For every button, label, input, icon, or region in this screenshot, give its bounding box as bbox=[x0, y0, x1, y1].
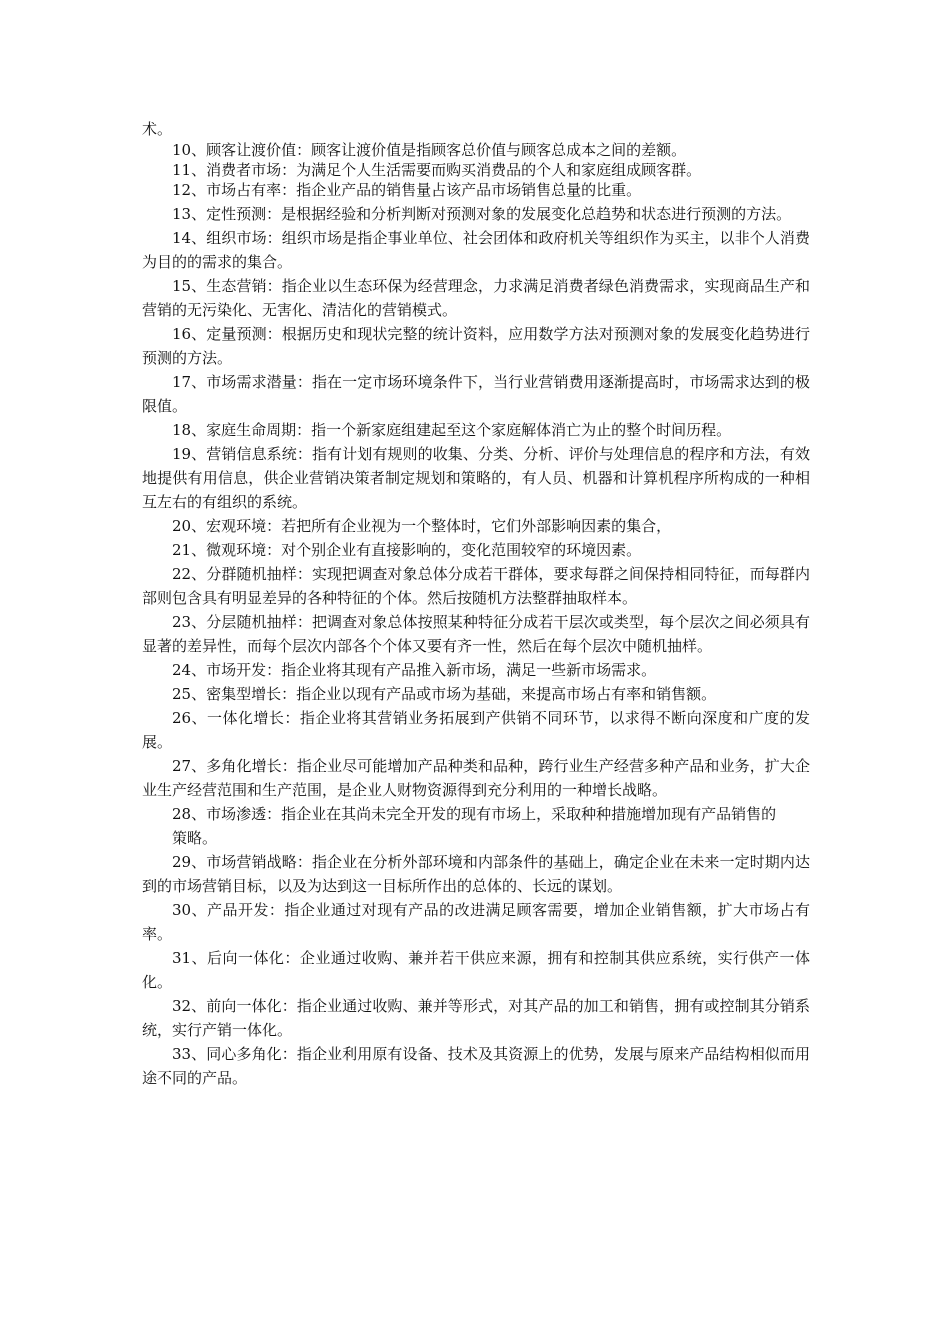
document-body bbox=[142, 119, 810, 1090]
paragraph-29: 29、市场营销战略：指企业在分析外部环境和内部条件的基础上，确定企业在未来一定时期内达到的市场营销目标，以及为达到这一目标所作出的总体的、长远的谋划。 bbox=[142, 853, 810, 895]
paragraph-17: 17、市场需求潜量：指在一定市场环境条件下，当行业营销费用逐渐提高时，市场需求达到的极限值。 bbox=[142, 373, 810, 415]
paragraph-11: 11、消费者市场：为满足个人生活需要而购买消费品的个人和家庭组成顾客群。 bbox=[172, 161, 702, 179]
paragraph-33: 33、同心多角化：指企业利用原有设备、技术及其资源上的优势，发展与原来产品结构相似而用途不同的产品。 bbox=[142, 1045, 810, 1087]
paragraph-32: 32、前向一体化：指企业通过收购、兼并等形式，对其产品的加工和销售，拥有或控制其分销系统，实行产销一体化。 bbox=[142, 997, 810, 1039]
paragraph-14: 14、组织市场：组织市场是指企事业单位、社会团体和政府机关等组织作为买主，以非个人消费为目的的需求的集合。 bbox=[142, 229, 810, 271]
paragraph-27: 27、多角化增长：指企业尽可能增加产品种类和品种，跨行业生产经营多种产品和业务，扩大企业生产经营范围和生产范围，是企业人财物资源得到充分利用的一种增长战略。 bbox=[142, 757, 810, 799]
paragraph-21: 21、微观环境：对个别企业有直接影响的，变化范围较窄的环境因素。 bbox=[172, 541, 642, 559]
paragraph-30: 30、产品开发：指企业通过对现有产品的改进满足顾客需要，增加企业销售额，扩大市场占有率。 bbox=[142, 901, 810, 943]
paragraph-24: 24、市场开发：指企业将其现有产品推入新市场，满足一些新市场需求。 bbox=[172, 661, 657, 679]
paragraph-13: 13、定性预测：是根据经验和分析判断对预测对象的发展变化总趋势和状态进行预测的方法。 bbox=[172, 205, 792, 223]
paragraph-18: 18、家庭生命周期：指一个新家庭组建起至这个家庭解体消亡为止的整个时间历程。 bbox=[172, 421, 732, 439]
paragraph-12: 12、市场占有率：指企业产品的销售量占该产品市场销售总量的比重。 bbox=[172, 181, 642, 199]
paragraph-31: 31、后向一体化：企业通过收购、兼并若干供应来源，拥有和控制其供应系统，实行供产一体化。 bbox=[142, 949, 810, 991]
paragraph-20: 20、宏观环境：若把所有企业视为一个整体时，它们外部影响因素的集合， bbox=[172, 517, 672, 535]
paragraph-25: 25、密集型增长：指企业以现有产品或市场为基础，来提高市场占有率和销售额。 bbox=[172, 685, 717, 703]
paragraph-22: 22、分群随机抽样：实现把调查对象总体分成若干群体，要求每群之间保持相同特征，而每群内部则包含具有明显差异的各种特征的个体。然后按随机方法整群抽取样本。 bbox=[142, 565, 810, 607]
paragraph-10: 10、顾客让渡价值：顾客让渡价值是指顾客总价值与顾客总成本之间的差额。 bbox=[172, 141, 687, 159]
paragraph-28: 28、市场渗透：指企业在其尚未完全开发的现有市场上，采取种种措施增加现有产品销售的 bbox=[172, 805, 777, 823]
paragraph-16: 16、定量预测：根据历史和现状完整的统计资料，应用数学方法对预测对象的发展变化趋势进行预测的方法。 bbox=[142, 325, 810, 367]
paragraph-28-continuation: 策略。 bbox=[172, 829, 218, 847]
paragraph-continuation: 术。 bbox=[142, 120, 173, 138]
paragraph-26: 26、一体化增长：指企业将其营销业务拓展到产供销不同环节，以求得不断向深度和广度的发展。 bbox=[142, 709, 810, 751]
paragraph-19: 19、营销信息系统：指有计划有规则的收集、分类、分析、评价与处理信息的程序和方法，有效地提供有用信息，供企业营销决策者制定规划和策略的，有人员、机器和计算机程序所构成的一种相互左右的有组织的系统。 bbox=[142, 445, 810, 511]
paragraph-23: 23、分层随机抽样：把调查对象总体按照某种特征分成若干层次或类型，每个层次之间必须具有显著的差异性，而每个层次内部各个个体又要有齐一性，然后在每个层次中随机抽样。 bbox=[142, 613, 810, 655]
paragraph-15: 15、生态营销：指企业以生态环保为经营理念，力求满足消费者绿色消费需求，实现商品生产和营销的无污染化、无害化、清洁化的营销模式。 bbox=[142, 277, 810, 319]
